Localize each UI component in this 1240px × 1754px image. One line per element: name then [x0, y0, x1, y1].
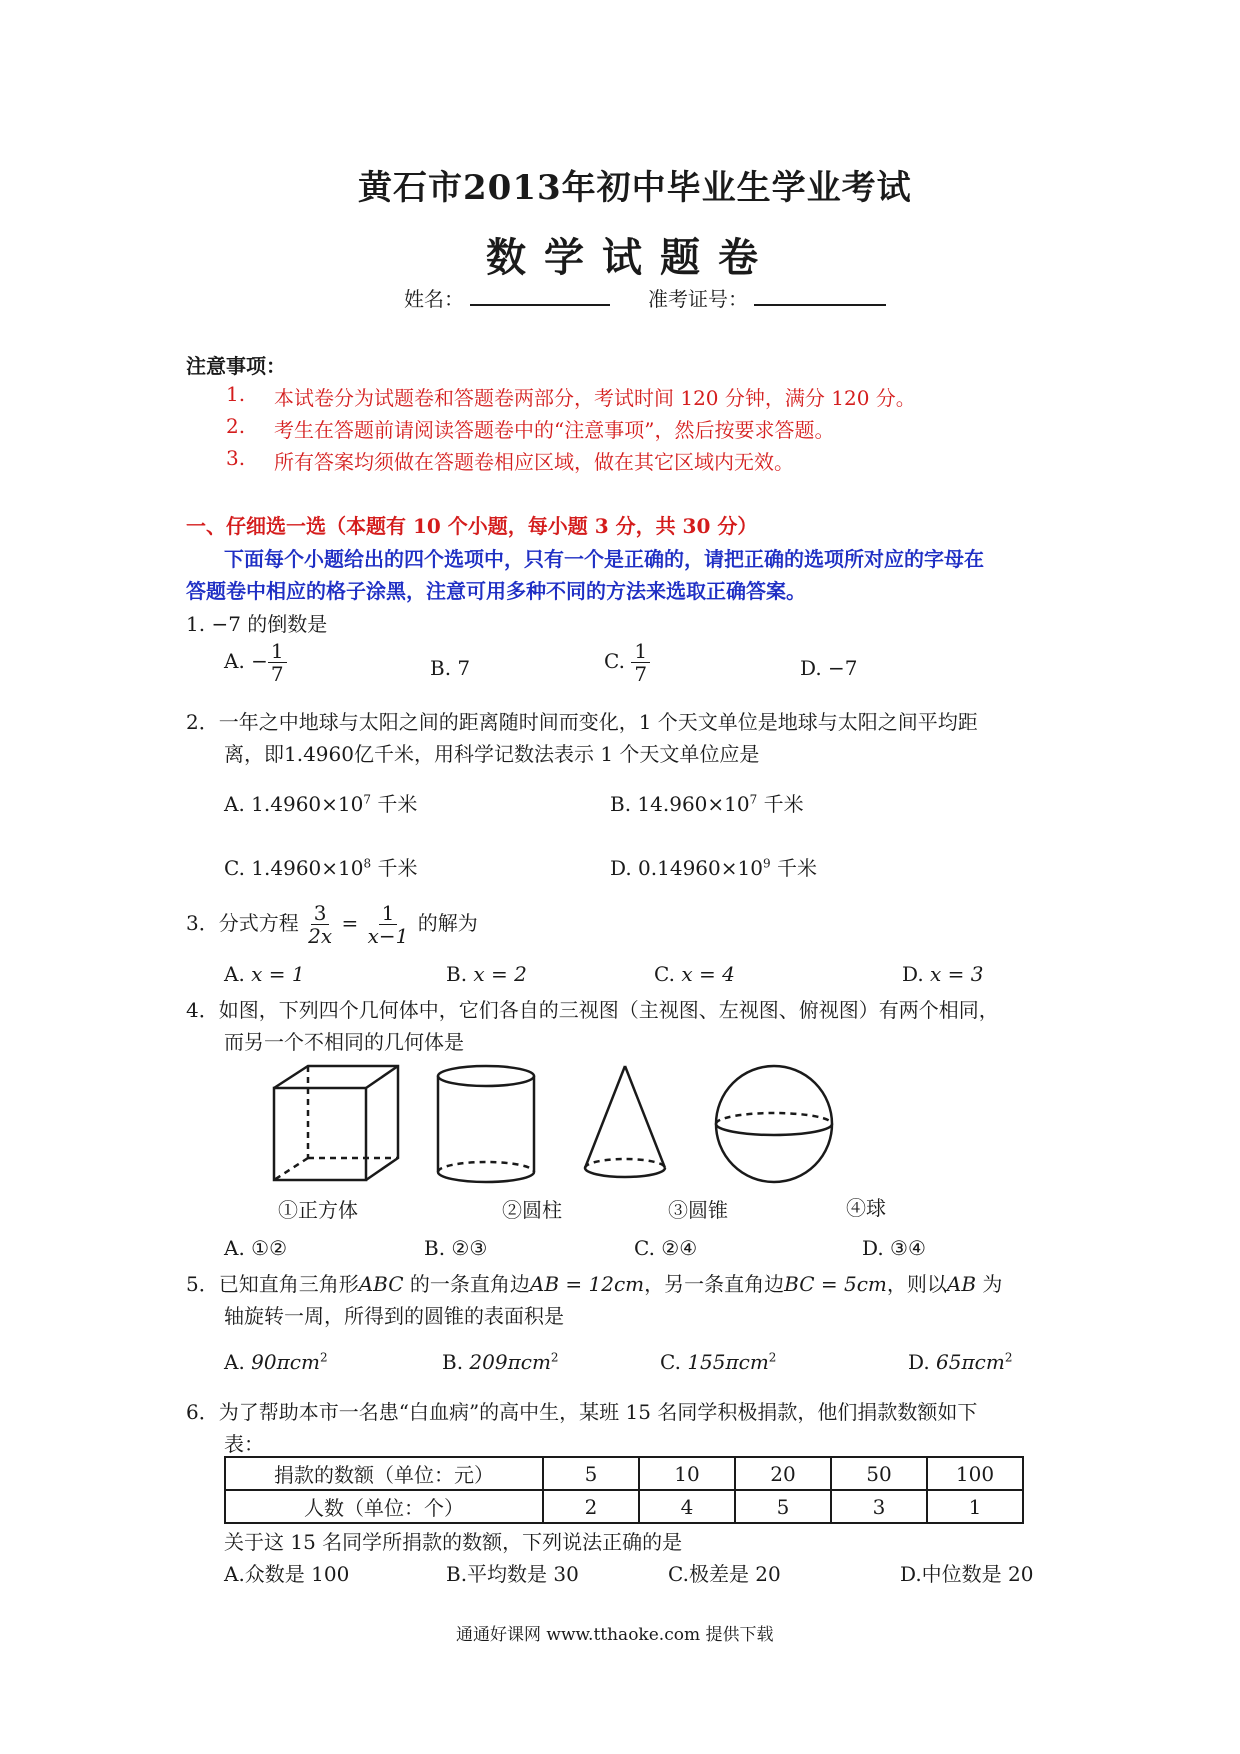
q5-option-d-value: 65πcm [936, 1350, 1005, 1374]
figure-label-cone: ③圆锥 [668, 1198, 728, 1222]
q3-f2-den: x−1 [367, 924, 409, 948]
q6-option-b: B.平均数是 30 [446, 1562, 579, 1586]
q2-option-b-exp: 7 [749, 792, 758, 807]
q6-option-a: A.众数是 100 [224, 1562, 350, 1586]
q6-line1: 6．为了帮助本市一名患“白血病”的高中生，某班 15 名同学积极捐款，他们捐款数额如下 [186, 1400, 978, 1424]
q3-prefix: 3．分式方程 [186, 911, 299, 935]
q5-option-d-label: D. [908, 1350, 930, 1374]
q3-option-b-label: B. [446, 962, 468, 986]
figure-label-sphere: ④球 [846, 1196, 886, 1220]
q1-option-a-label: A. − [224, 649, 268, 673]
table-cell: 捐款的数额（单位：元） [225, 1457, 543, 1490]
q5-line2: 轴旋转一周，所得到的圆锥的表面积是 [224, 1304, 564, 1328]
q2-option-c-exp: 8 [363, 856, 372, 871]
q2-line2: 离，即1.4960亿千米，用科学记数法表示 1 个天文单位应是 [224, 742, 760, 766]
q6-prompt: 关于这 15 名同学所捐款的数额，下列说法正确的是 [224, 1530, 683, 1554]
q3-suffix: 的解为 [417, 911, 478, 935]
q5-text-d: ，则以 [886, 1272, 947, 1296]
q5-line1 [186, 1268, 1002, 1297]
q5-option-b [442, 1350, 559, 1374]
paper-subtitle: 数学试题卷 [486, 234, 776, 281]
q2-option-d-exp: 9 [762, 856, 771, 871]
q5-option-a-value: 90πcm [251, 1350, 320, 1374]
q5-option-d [908, 1350, 1012, 1374]
notice-item-1-num: 1. [226, 382, 246, 406]
q3-option-c-label: C. [654, 962, 675, 986]
q2-option-c-unit: 千米 [371, 856, 418, 880]
q5-ab-axis: AB [946, 1272, 977, 1296]
exam-no-blank [754, 286, 886, 306]
q1-option-c-den: 7 [634, 662, 648, 686]
q1-option-a-fraction [268, 640, 287, 685]
q1-option-b: B. 7 [430, 656, 471, 680]
q3-equals: = [341, 911, 359, 935]
q5-option-b-value: 209πcm [469, 1350, 551, 1374]
q4-solids-figure [260, 1060, 940, 1190]
q2-option-a-text: A. 1.4960×10 [224, 792, 364, 816]
q3-option-d [902, 962, 984, 986]
figure-label-cube: ①正方体 [278, 1198, 358, 1222]
notice-item-3-text: 所有答案均须做在答题卷相应区域，做在其它区域内无效。 [274, 450, 794, 474]
q2-option-c-text: C. 1.4960×10 [224, 856, 364, 880]
notice-heading: 注意事项： [186, 354, 286, 378]
table-cell: 100 [927, 1457, 1023, 1490]
q5-text-a: 5．已知直角三角形 [186, 1272, 359, 1296]
notice-item-2-num: 2. [226, 414, 246, 438]
q1-stem: 1. −7 的倒数是 [186, 612, 328, 636]
table-cell: 1 [927, 1490, 1023, 1523]
q5-option-c-label: C. [660, 1350, 681, 1374]
table-cell: 10 [639, 1457, 735, 1490]
q3-f1-den: 2x [308, 924, 333, 948]
table-cell: 50 [831, 1457, 927, 1490]
q4-option-c: C. ②④ [634, 1236, 698, 1260]
q2-option-d-unit: 千米 [770, 856, 817, 880]
donation-table [224, 1456, 1024, 1524]
name-label: 姓名： [404, 287, 464, 311]
cylinder-figure [438, 1066, 534, 1182]
q2-option-a-exp: 7 [363, 792, 371, 807]
table-cell: 5 [543, 1457, 639, 1490]
q2-option-a-unit: 千米 [371, 792, 418, 816]
q3-fraction-1 [305, 902, 335, 947]
name-blank [470, 286, 610, 306]
q6-option-c: C.极差是 20 [668, 1562, 781, 1586]
table-cell: 20 [735, 1457, 831, 1490]
cone-figure [585, 1066, 665, 1177]
q1-option-c-fraction [631, 640, 650, 685]
q4-line1: 4．如图，下列四个几何体中，它们各自的三视图（主视图、左视图、俯视图）有两个相同， [186, 998, 999, 1022]
q2-option-d [610, 852, 817, 881]
q3-f2-num: 1 [379, 902, 398, 925]
table-cell: 人数（单位：个） [225, 1490, 543, 1523]
q2-option-b [610, 788, 804, 817]
q5-text-e: 为 [976, 1272, 1003, 1296]
table-cell: 4 [639, 1490, 735, 1523]
table-row [225, 1490, 1023, 1523]
q5-option-c [660, 1350, 776, 1374]
q1-option-a [224, 640, 287, 685]
q3-stem [186, 902, 478, 947]
q1-option-a-num: 1 [268, 640, 287, 663]
q6-line2: 表： [224, 1432, 264, 1456]
q2-option-b-text: B. 14.960×10 [610, 792, 750, 816]
q5-text-c: ，另一条直角边 [644, 1272, 785, 1296]
section1-instruction-line2: 答题卷中相应的格子涂黑，注意可用多种不同的方法来选取正确答案。 [186, 579, 806, 603]
q4-line2: 而另一个不相同的几何体是 [224, 1030, 464, 1054]
figure-label-cylinder: ②圆柱 [502, 1198, 562, 1222]
q2-option-b-unit: 千米 [757, 792, 804, 816]
q2-option-a [224, 788, 417, 817]
q5-ab-length: AB = 12cm [529, 1272, 645, 1296]
exam-no-label: 准考证号： [648, 287, 748, 311]
exam-no-field-row [648, 283, 886, 312]
q3-option-d-value: x = 3 [930, 962, 984, 986]
q5-option-b-label: B. [442, 1350, 464, 1374]
cube-figure [274, 1066, 398, 1180]
q3-option-a-value: x = 1 [251, 962, 305, 986]
q4-option-b: B. ②③ [424, 1236, 488, 1260]
q5-option-c-exp: 2 [768, 1350, 777, 1365]
q4-option-a: A. ①② [224, 1236, 288, 1260]
q1-option-c-label: C. [604, 649, 625, 673]
table-cell: 3 [831, 1490, 927, 1523]
sphere-figure [716, 1066, 832, 1182]
q3-fraction-2 [365, 902, 412, 947]
section1-instruction-line1: 下面每个小题给出的四个选项中，只有一个是正确的，请把正确的选项所对应的字母在 [224, 547, 984, 571]
q4-option-d: D. ③④ [862, 1236, 926, 1260]
name-field-row [404, 283, 610, 312]
q3-option-a-label: A. [224, 962, 245, 986]
q5-text-b: 的一条直角边 [403, 1272, 530, 1296]
q3-option-b-value: x = 2 [473, 962, 527, 986]
q3-option-d-label: D. [902, 962, 924, 986]
q3-option-b [446, 962, 527, 986]
table-cell: 5 [735, 1490, 831, 1523]
q5-option-d-exp: 2 [1004, 1350, 1013, 1365]
notice-item-1-text: 本试卷分为试题卷和答题卷两部分，考试时间 120 分钟，满分 120 分。 [274, 386, 916, 410]
q1-option-a-den: 7 [270, 662, 284, 686]
q5-triangle-abc: ABC [358, 1272, 404, 1296]
section1-heading: 一、仔细选一选（本题有 10 个小题，每小题 3 分，共 30 分） [186, 514, 758, 538]
q1-option-c-num: 1 [631, 640, 650, 663]
q5-bc-length: BC = 5cm [784, 1272, 887, 1296]
q3-option-c [654, 962, 735, 986]
q1-option-c [604, 640, 650, 685]
q3-option-a [224, 962, 305, 986]
q5-option-b-exp: 2 [550, 1350, 559, 1365]
q5-option-c-value: 155πcm [687, 1350, 769, 1374]
notice-item-3-num: 3. [226, 446, 246, 470]
q5-option-a-exp: 2 [319, 1350, 328, 1365]
q3-f1-num: 3 [311, 902, 330, 925]
q6-option-d: D.中位数是 20 [900, 1562, 1034, 1586]
footer-credit: 通通好课网 www.tthaoke.com 提供下载 [456, 1625, 774, 1645]
q5-option-a [224, 1350, 328, 1374]
table-cell: 2 [543, 1490, 639, 1523]
q2-line1: 2．一年之中地球与太阳之间的距离随时间而变化，1 个天文单位是地球与太阳之间平均距 [186, 710, 978, 734]
exam-title: 黄石市2013年初中毕业生学业考试 [358, 168, 912, 208]
table-row [225, 1457, 1023, 1490]
q2-option-d-text: D. 0.14960×10 [610, 856, 763, 880]
q3-option-c-value: x = 4 [681, 962, 735, 986]
q2-option-c [224, 852, 418, 881]
q5-option-a-label: A. [224, 1350, 245, 1374]
notice-item-2-text: 考生在答题前请阅读答题卷中的“注意事项”，然后按要求答题。 [274, 418, 835, 442]
q1-option-d: D. −7 [800, 656, 858, 680]
